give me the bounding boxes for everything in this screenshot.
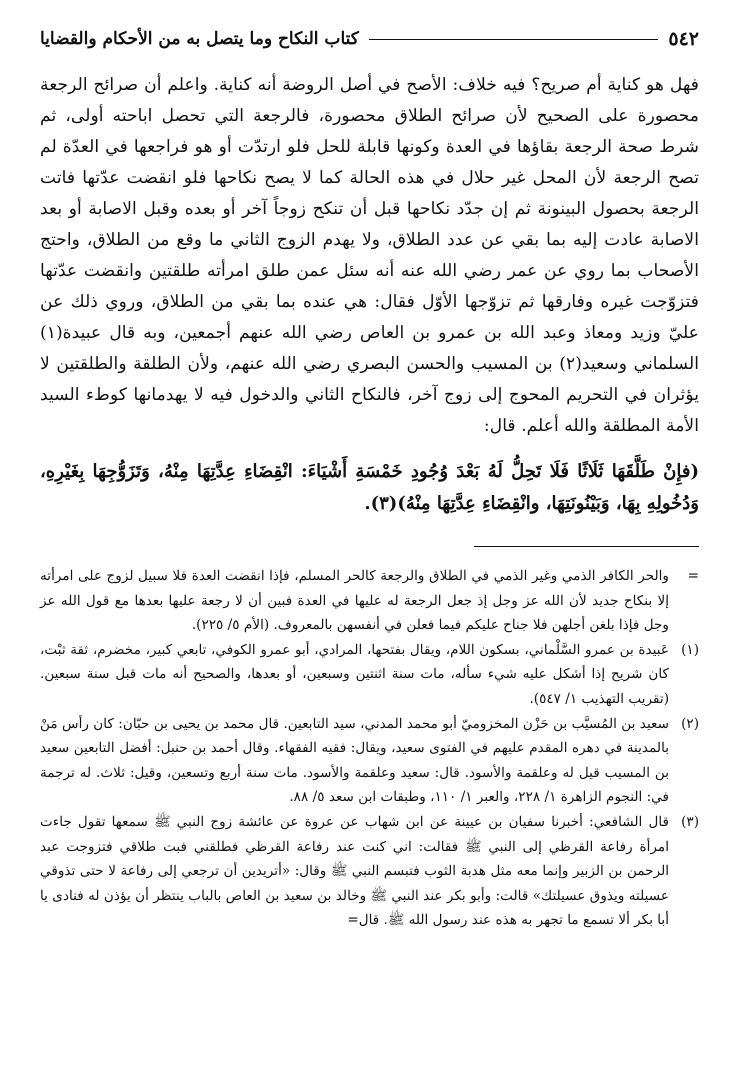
header-rule bbox=[369, 39, 659, 40]
footnote-text: قال الشافعي: أخبرنا سفيان بن عيينة عن ابن شهاب عن عروة عن عائشة زوج النبي ﷺ سمعها تقول جاءت امرأة رفاعة القرظي إلى النبي ﷺ فقالت: اني كنت عند رفاعة القرظي فطلقني فبت طلاقي فتزوجت عبد الرحمن بن الزبير وإنما معه مثل هدبة الثوب فتبسم النبي ﷺ وقال: «أتريدين أن ترجعي إلى رفاعة لا حتى تذوقي عسيلته ويذوق عسيلتك» قالت: وأبو بكر عند النبي ﷺ وخالد بن سعيد بن العاص بالباب ينتظر أن يؤذن له فنادى يا أبا بكر ألا تسمع ما تجهر به هذه عند رسول الله ﷺ. قال= bbox=[40, 813, 669, 929]
footnote-2 bbox=[40, 712, 699, 810]
footnote-marker: = bbox=[687, 568, 699, 584]
main-text-block bbox=[40, 70, 699, 442]
footnotes-block bbox=[40, 564, 699, 933]
footnote-marker: (١) bbox=[681, 641, 699, 658]
footnote-3 bbox=[40, 810, 699, 933]
chapter-title: كتاب النكاح وما يتصل به من الأحكام والقضايا bbox=[40, 29, 359, 49]
footnote-text: سعيد بن المُسيَّب بن حَزْن المخزوميّ أبو محمد المدني، سيد التابعين. قال محمد بن يحيى بن حبّان: كان رأس مَنْ بالمدينة في دهره المقدم عليهم في الفتوى سعيد، ويقال: فقيه الفقهاء. وقال أحمد بن حنبل: أفضل التابعين سعيد بن المسيب قيل له وعلقمة والأسود. قال: سعيد وعلقمة والأسود. مات سنة أربع وتسعين، وقيل: ثلاث. له ترجمة في: النجوم الزاهرة ١/ ٢٢٨، والعبر ١/ ١١٠، وطبقات ابن سعد ٥/ ٨٨. bbox=[40, 715, 669, 806]
footnote-marker: (٢) bbox=[681, 715, 699, 732]
footnote-separator bbox=[474, 546, 699, 547]
main-paragraph: فهل هو كناية أم صريح؟ فيه خلاف: الأصح في أصل الروضة أنه كناية. واعلم أن صرائح الرجعة محصورة على الصحيح لأن صرائح الطلاق محصورة، فالرجعة التي تحصل اباحته أولى، ثم شرط صحة الرجعة بقاؤها في العدة وكونها قابلة للحل فلو ارتدّت أو هو فراجعها في العدّة لم تصح الرجعة لأن المحل غير حلال في هذه الحالة كما لا يصح نكاحها فلو انقضت عدّتها فاتت الرجعة بحصول البينونة ثم إن جدّد نكاحها قبل أن تنكح زوجاً آخر أو بعده وقبل الاصابة أو بعد الاصابة عادت إليه بما بقي عن عدد الطلاق، ولا يهدم الزوج الثاني ما وقع من الطلاق، واحتج الأصحاب بما روي عن عمر رضي الله عنه أنه سئل عمن طلق امرأته طلقتين وانقضت عدّتها فتزوّجت غيره وفارقها ثم تزوّجها الأوّل فقال: هي عنده بما بقي من الطلاق، وروي ذلك عن عليّ وزيد ومعاذ وعبد الله بن عمرو بن العاص رضي الله عنهم أجمعين، وبه قال عبيدة(١) السلماني وسعيد(٢) بن المسيب والحسن البصري رضي الله عنهم، ولأن الطلقة والطلقتين لا يؤثران في التحريم المحوج إلى زوج آخر، فالنكاح الثاني والدخول فيه لا يهدمانها كوطء السيد الأمة المطلقة والله أعلم. قال: bbox=[40, 75, 699, 436]
footnote-1 bbox=[40, 638, 699, 712]
matn-verse: (فإِنْ طَلَّقَهَا ثَلَاثًا فَلَا تَحِلُّ لَهُ بَعْدَ وُجُودِ خَمْسَةِ أَشْيَاءَ: انْقِضَاءِ عِدَّتِهَا مِنْهُ، وَتَزَوُّجِهَا بِغَيْرِهِ، وَدُخُولِهِ بِهَا، وَبَيْنُونَتِهَا، وانْقِضَاءِ عِدَّتِهَا مِنْهُ)(٣). bbox=[40, 461, 699, 514]
footnote-text: والحر الكافر الذمي وغير الذمي في الطلاق والرجعة كالحر المسلم، فإذا انقضت العدة فلا سبيل لزوج على امرأته إلا بنكاح جديد لأن الله عز وجل إذ جعل الرجعة له عليها في العدة فبين أن لا رجعة عليها بعدها مع قول الله عز وجل فإذا بلغن أجلهن فلا جناح عليكم فيما فعلن في أنفسهن بالمعروف. (الأم ٥/ ٢٢٥). bbox=[40, 568, 669, 634]
running-header bbox=[40, 26, 699, 52]
footnote-continuation bbox=[40, 564, 699, 638]
footnote-text: عَبيدة بن عمرو السَّلْماني، بسكون اللام، ويقال بفتحها، المرادي، أبو عمرو الكوفي، تابعي كبير، مخضرم، ثقة ثبْت، كان شريح إذا أشكل عليه شيء سأله، مات سنة اثنتين وسبعين، أو بعدها، والصحيح أنه مات قبل سنة سبعين. (تقريب التهذيب ١/ ٥٤٧). bbox=[40, 641, 669, 707]
footnote-marker: (٣) bbox=[681, 813, 699, 830]
page-number: ٥٤٢ bbox=[668, 28, 699, 50]
